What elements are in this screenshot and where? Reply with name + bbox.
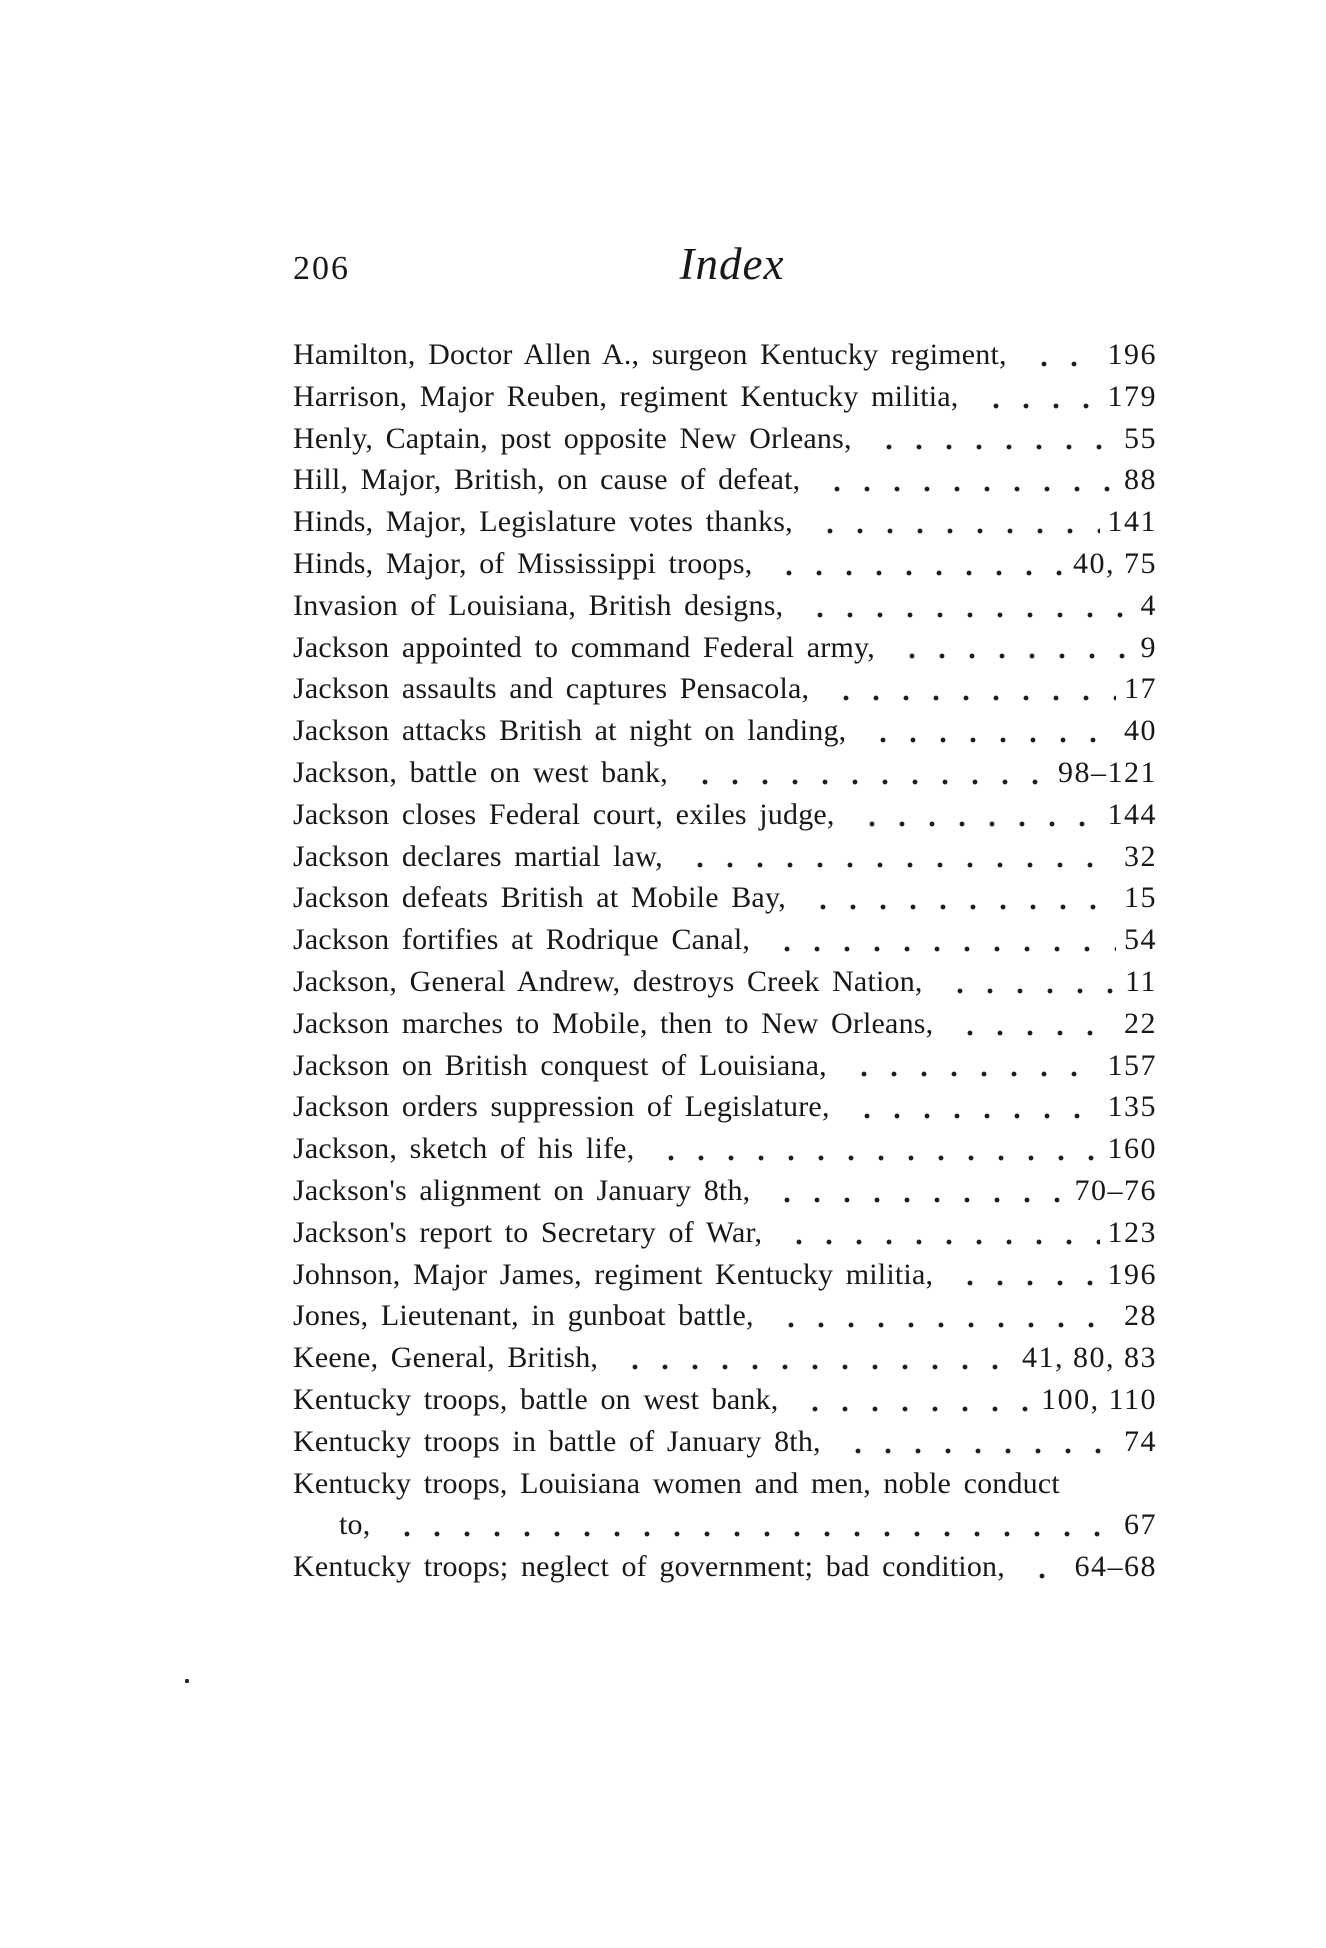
dot-leader xyxy=(864,710,1116,752)
dot-leader xyxy=(801,585,1132,627)
entry-label: Hinds, Major, Legislature votes thanks, xyxy=(293,505,793,539)
dot-leader xyxy=(977,376,1100,418)
dot-leader xyxy=(941,961,1117,1003)
dot-leader xyxy=(804,877,1116,919)
entry-page-number: 55 xyxy=(1124,421,1157,455)
dot-leader xyxy=(839,1421,1116,1463)
entry-page-number: 17 xyxy=(1124,672,1157,706)
entry-label: Jackson declares martial law, xyxy=(293,839,663,873)
entry-label: Johnson, Major James, regiment Kentucky militia, xyxy=(293,1257,934,1291)
dot-leader xyxy=(951,1254,1099,1296)
index-entry-row xyxy=(293,710,1157,752)
entry-label: Jackson closes Federal court, exiles judge, xyxy=(293,797,835,831)
entry-page-number: 22 xyxy=(1124,1006,1157,1040)
entry-label: Kentucky troops, Louisiana women and men, noble conduct xyxy=(293,1466,1060,1500)
entry-label: Jackson, General Andrew, destroys Creek Nation, xyxy=(293,964,923,998)
index-entry-row xyxy=(293,1379,1157,1421)
index-entry-row xyxy=(293,459,1157,501)
dot-leader xyxy=(770,543,1065,585)
entry-page-number: 64–68 xyxy=(1074,1550,1157,1584)
dot-leader xyxy=(1023,1546,1067,1588)
page-header xyxy=(293,238,1157,298)
dot-leader xyxy=(818,459,1116,501)
entry-page-number: 74 xyxy=(1124,1424,1157,1458)
dot-leader xyxy=(870,418,1116,460)
entry-label: Jones, Lieutenant, in gunboat battle, xyxy=(293,1299,754,1333)
entry-page-number: 54 xyxy=(1124,923,1157,957)
index-entry-row xyxy=(293,418,1157,460)
index-entry-row xyxy=(293,1254,1157,1296)
entry-label: Invasion of Louisiana, British designs, xyxy=(293,588,784,622)
entry-label: Hamilton, Doctor Allen A., surgeon Kentucky regiment, xyxy=(293,338,1007,371)
entry-label: Kentucky troops in battle of January 8th, xyxy=(293,1424,821,1458)
entry-page-number: 100, 110 xyxy=(1041,1382,1157,1416)
dot-leader xyxy=(686,752,1050,794)
dot-leader xyxy=(811,501,1100,543)
index-entry-row xyxy=(293,961,1157,1003)
entry-label: Jackson assaults and captures Pensacola, xyxy=(293,672,810,706)
entry-page-number: 9 xyxy=(1140,630,1157,664)
entry-page-number: 141 xyxy=(1107,505,1157,539)
entry-label: Jackson's report to Secretary of War, xyxy=(293,1215,763,1249)
entry-page-number: 41, 80, 83 xyxy=(1022,1341,1157,1375)
entry-label: Keene, General, British, xyxy=(293,1341,599,1375)
running-title: Index xyxy=(679,239,785,289)
dot-leader xyxy=(681,836,1116,878)
dot-leader xyxy=(616,1337,1014,1379)
dot-leader xyxy=(780,1212,1099,1254)
entry-label: Kentucky troops, battle on west bank, xyxy=(293,1382,779,1416)
index-entry-row xyxy=(293,919,1157,961)
dot-leader xyxy=(768,919,1116,961)
index-entry-row xyxy=(293,794,1157,836)
index-entry-row xyxy=(293,1295,1157,1337)
entry-page-number: 144 xyxy=(1107,797,1157,831)
entry-label: to, xyxy=(339,1508,371,1542)
entry-page-number: 32 xyxy=(1124,839,1157,873)
entry-page-number: 4 xyxy=(1140,588,1157,622)
index-entry-row xyxy=(293,501,1157,543)
entry-page-number: 98–121 xyxy=(1058,755,1157,789)
entry-label: Jackson defeats British at Mobile Bay, xyxy=(293,881,786,915)
index-entry-row xyxy=(293,1504,1157,1546)
entry-label: Jackson, battle on west bank, xyxy=(293,755,668,789)
index-entry-row xyxy=(293,1045,1157,1087)
entry-page-number: 135 xyxy=(1107,1090,1157,1124)
entry-label: Jackson attacks British at night on landing, xyxy=(293,714,847,748)
dot-leader xyxy=(796,1379,1033,1421)
entry-label: Jackson appointed to command Federal army, xyxy=(293,630,875,664)
index-entry-row xyxy=(293,543,1157,585)
index-entry-row xyxy=(293,1003,1157,1045)
index-entry-row xyxy=(293,1086,1157,1128)
dot-leader xyxy=(845,1045,1100,1087)
entry-page-number: 88 xyxy=(1124,463,1157,497)
index-entry-row xyxy=(293,1212,1157,1254)
entry-label: Kentucky troops; neglect of government; bad condition, xyxy=(293,1550,1005,1584)
index-entry-row xyxy=(293,585,1157,627)
index-entry-row xyxy=(293,334,1157,376)
dot-leader xyxy=(848,1086,1100,1128)
index-entry-row xyxy=(293,752,1157,794)
index-entry-row xyxy=(293,1170,1157,1212)
entry-label: Henly, Captain, post opposite New Orleans, xyxy=(293,421,852,455)
dot-leader xyxy=(951,1003,1116,1045)
index-entry-row xyxy=(293,1546,1157,1588)
dot-leader xyxy=(652,1128,1099,1170)
entry-page-number: 40 xyxy=(1124,714,1157,748)
entry-label: Jackson on British conquest of Louisiana, xyxy=(293,1048,827,1082)
index-entry-row xyxy=(293,376,1157,418)
entry-label: Jackson's alignment on January 8th, xyxy=(293,1173,751,1207)
entry-page-number: 123 xyxy=(1107,1215,1157,1249)
index-entry-row xyxy=(293,1337,1157,1379)
index-entry-row xyxy=(293,877,1157,919)
entry-page-number: 196 xyxy=(1107,1257,1157,1291)
entry-page-number: 11 xyxy=(1125,964,1157,998)
entry-label: Hinds, Major, of Mississippi troops, xyxy=(293,546,753,580)
entry-page-number: 157 xyxy=(1107,1048,1157,1082)
entry-page-number: 28 xyxy=(1124,1299,1157,1333)
index-entry-row xyxy=(293,1128,1157,1170)
dot-leader xyxy=(388,1504,1116,1546)
index-entry-row xyxy=(293,1463,1157,1505)
entry-page-number: 15 xyxy=(1124,881,1157,915)
entry-label: Jackson orders suppression of Legislature, xyxy=(293,1090,830,1124)
entry-label: Jackson marches to Mobile, then to New Orleans, xyxy=(293,1006,934,1040)
dot-leader xyxy=(772,1295,1116,1337)
index-entry-row xyxy=(293,668,1157,710)
dot-leader xyxy=(1025,334,1100,376)
page-number: 206 xyxy=(293,250,350,287)
entry-page-number: 160 xyxy=(1107,1132,1157,1166)
index-entries xyxy=(293,334,1157,1588)
entry-label: Jackson, sketch of his life, xyxy=(293,1132,635,1166)
dot-leader xyxy=(893,627,1133,669)
entry-label: Jackson fortifies at Rodrique Canal, xyxy=(293,923,751,957)
entry-label: Harrison, Major Reuben, regiment Kentucky militia, xyxy=(293,379,959,413)
entry-page-number: 179 xyxy=(1107,379,1157,413)
entry-label: Hill, Major, British, on cause of defeat, xyxy=(293,463,801,497)
entry-page-number: 70–76 xyxy=(1074,1173,1157,1207)
dot-leader xyxy=(1078,1463,1149,1505)
dot-leader xyxy=(768,1170,1066,1212)
index-entry-row xyxy=(293,627,1157,669)
index-entry-row xyxy=(293,1421,1157,1463)
entry-page-number: 40, 75 xyxy=(1073,546,1157,580)
dot-leader xyxy=(853,794,1100,836)
entry-page-number: 67 xyxy=(1124,1508,1157,1542)
dot-leader xyxy=(827,668,1116,710)
index-entry-row xyxy=(293,836,1157,878)
print-speck xyxy=(185,1679,189,1683)
entry-page-number: 196 xyxy=(1107,338,1157,371)
